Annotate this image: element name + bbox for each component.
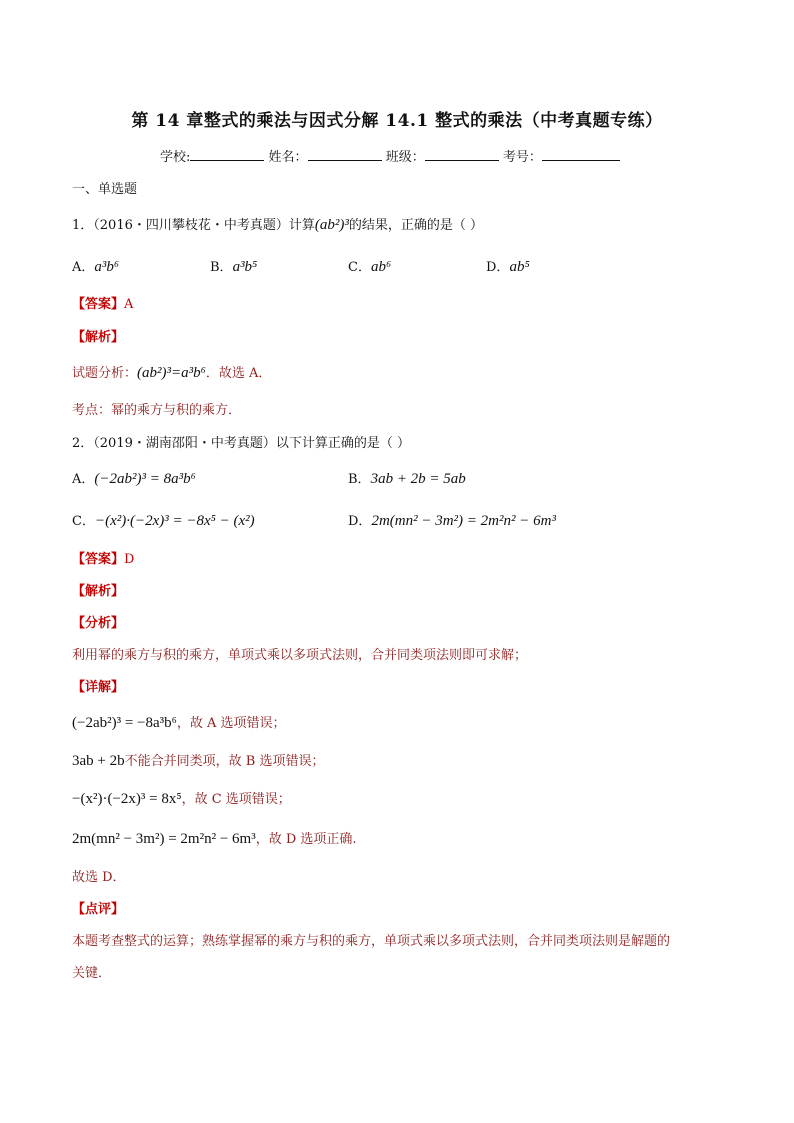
exam-no-label: 考号：: [502, 150, 542, 165]
option-expr: ab⁵: [509, 259, 530, 275]
option-label: B．: [210, 260, 233, 275]
option-expr: ab⁶: [370, 259, 392, 275]
q2-detail-tag: 【详解】: [72, 680, 125, 695]
q2-analysis-tag: 【解析】: [72, 584, 125, 599]
q1-option-b: [210, 256, 257, 276]
option-label: D．: [486, 260, 510, 275]
detail-text: 不能合并同类项，故 B 选项错误；: [124, 754, 325, 769]
school-label: 学校:: [160, 150, 191, 165]
option-label: D．: [348, 514, 372, 529]
detail-expr: 2m(mn² − 3m²) = 2m²n² − 6m³: [72, 831, 256, 847]
option-label: A．: [72, 260, 95, 275]
detail-expr: 3ab + 2b: [72, 753, 125, 769]
detail-expr: (−2ab²)³ = −8a³b⁶: [72, 715, 177, 731]
answer-tag: 【答案】: [72, 552, 125, 567]
option-label: C．: [72, 514, 95, 529]
q2-detail-a: [72, 712, 286, 732]
analysis-prefix: 试题分析：: [72, 366, 138, 381]
option-expr: 2m(mn² − 3m²) = 2m²n² − 6m³: [371, 513, 556, 529]
q2-detail-d: [72, 828, 357, 848]
q2-detail-b: [72, 750, 324, 770]
q1-stem-suffix: 的结果，正确的是（ ）: [348, 218, 483, 233]
section-title: 一、单选题: [72, 182, 138, 197]
q2-detail-c: [72, 788, 291, 808]
q1-analysis: [72, 362, 271, 382]
exam-no-blank[interactable]: [542, 148, 620, 161]
class-label: 班级：: [385, 150, 425, 165]
option-label: B．: [348, 472, 371, 487]
q2-fenxi: 利用幂的乘方与积的乘方，单项式乘以多项式法则，合并同类项法则即可求解；: [72, 648, 528, 663]
class-blank[interactable]: [425, 148, 499, 161]
q2-option-d: [348, 510, 556, 530]
q1-stem: [72, 214, 483, 234]
school-blank[interactable]: [190, 148, 264, 161]
q1-answer: [72, 293, 133, 312]
q1-option-a: [72, 256, 119, 276]
option-expr: −(x²)·(−2x)³ = −8x⁵ − (x²): [94, 513, 255, 529]
option-expr: a³b⁵: [232, 259, 258, 275]
answer-value: A: [124, 297, 134, 312]
analysis-expr: (ab²)³=a³b⁶: [137, 365, 206, 381]
q2-fenxi-tag: 【分析】: [72, 616, 125, 631]
q2-answer: [72, 548, 134, 567]
option-expr: 3ab + 2b = 5ab: [370, 471, 466, 487]
page-title: 第 14 章整式的乘法与因式分解 14.1 整式的乘法（中考真题专练）: [131, 111, 663, 131]
q1-stem-prefix: 1．（2016・四川攀枝花・中考真题）计算: [72, 218, 315, 233]
analysis-suffix: ．故选 A．: [205, 366, 272, 381]
q2-option-a: [72, 468, 196, 488]
answer-value: D: [124, 552, 135, 567]
q2-stem: 2．（2019・湖南邵阳・中考真题）以下计算正确的是（ ）: [72, 436, 410, 451]
q2-comment-line2: 关键．: [72, 966, 112, 981]
name-blank[interactable]: [308, 148, 382, 161]
option-label: C．: [348, 260, 371, 275]
q1-stem-expr: (ab²)³: [314, 217, 349, 233]
student-info-line: [160, 146, 620, 165]
detail-text: ，故 A 选项错误；: [176, 716, 286, 731]
q1-analysis-tag: 【解析】: [72, 330, 125, 345]
q1-option-c: [348, 256, 391, 276]
detail-text: ，故 D 选项正确.: [255, 832, 357, 847]
q2-comment-line1: 本题考查整式的运算；熟练掌握幂的乘方与积的乘方，单项式乘以多项式法则，合并同类项法则是解题的: [72, 934, 671, 949]
q1-keypoint: 考点：幂的乘方与积的乘方．: [72, 403, 242, 418]
q2-conclusion: 故选 D．: [72, 870, 126, 885]
detail-text: ，故 C 选项错误；: [181, 792, 291, 807]
q2-option-b: [348, 468, 466, 488]
q1-option-d: [486, 256, 530, 276]
answer-tag: 【答案】: [72, 297, 125, 312]
option-expr: a³b⁶: [94, 259, 120, 275]
option-label: A．: [72, 472, 95, 487]
q2-option-c: [72, 510, 255, 530]
name-label: 姓名：: [268, 150, 308, 165]
q2-comment-tag: 【点评】: [72, 902, 125, 917]
detail-expr: −(x²)·(−2x)³ = 8x⁵: [72, 791, 182, 807]
option-expr: (−2ab²)³ = 8a³b⁶: [94, 471, 196, 487]
